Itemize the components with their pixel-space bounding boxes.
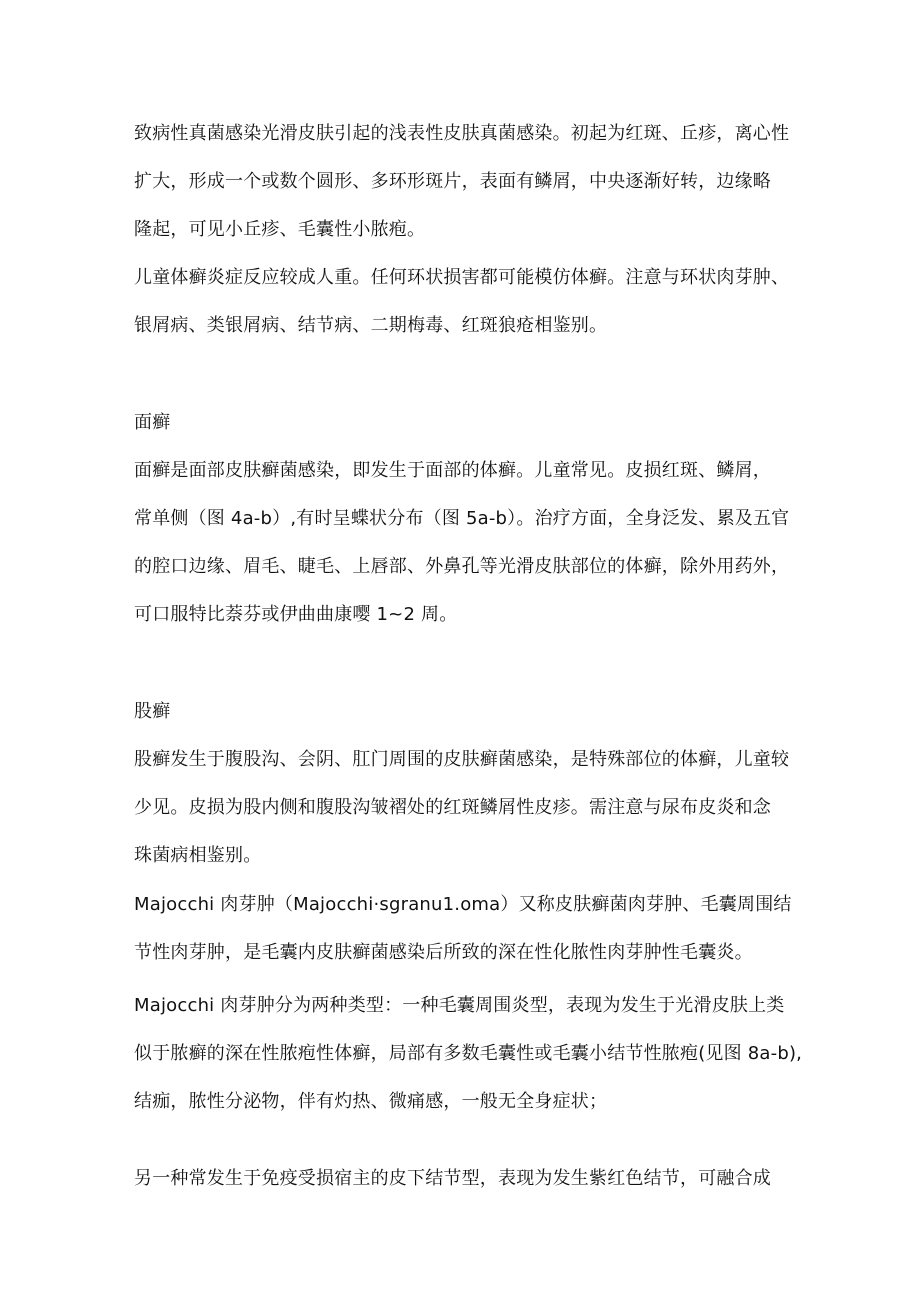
text-line: 另一种常发生于免疫受损宿主的皮下结节型，表现为发生紫红色结节，可融合成 (134, 1168, 771, 1189)
text-line: 隆起，可见小丘疹、毛囊性小脓疱。 (134, 219, 426, 240)
section-heading: 面癣 (134, 412, 171, 433)
text-line: Majocchi 肉芽肿（Majocchi·sgranu1.oma）又称皮肤癣菌肉芽肿、毛囊周围结 (134, 894, 792, 915)
text-line: Majocchi 肉芽肿分为两种类型：一种毛囊周围炎型，表现为发生于光滑皮肤上类 (134, 995, 785, 1016)
text-line: 似于脓癣的深在性脓疱性体癣，局部有多数毛囊性或毛囊小结节性脓疱(见图 8a-b), (134, 1043, 803, 1064)
text-line: 结痂，脓性分泌物，伴有灼热、微痛感，一般无全身症状； (134, 1091, 608, 1112)
text-line: 面癣是面部皮肤癣菌感染，即发生于面部的体癣。儿童常见。皮损红斑、鳞屑， (134, 460, 771, 481)
text-line: 儿童体癣炎症反应较成人重。任何环状损害都可能模仿体癣。注意与环状肉芽肿、 (134, 267, 790, 288)
section-heading: 股癣 (134, 701, 171, 722)
text-line: 致病性真菌感染光滑皮肤引起的浅表性皮肤真菌感染。初起为红斑、丘疹，离心性 (134, 123, 790, 144)
text-line: 珠菌病相鉴别。 (134, 845, 262, 866)
text-line: 可口服特比萘芬或伊曲曲康嘤 1~2 周。 (134, 604, 458, 625)
text-line: 扩大，形成一个或数个圆形、多环形斑片，表面有鳞屑，中央逐渐好转，边缘略 (134, 171, 771, 192)
text-line: 股癣发生于腹股沟、会阴、肛门周围的皮肤癣菌感染，是特殊部位的体癣，儿童较 (134, 749, 790, 770)
text-line: 常单侧（图 4a-b）,有时呈蝶状分布（图 5a-b）。治疗方面，全身泛发、累及五官 (134, 508, 790, 529)
text-line: 银屑病、类银屑病、结节病、二期梅毒、红斑狼疮相鉴别。 (134, 315, 608, 336)
text-line: 的腔口边缘、眉毛、睫毛、上唇部、外鼻孔等光滑皮肤部位的体癣，除外用药外， (134, 556, 790, 577)
text-line: 节性肉芽肿，是毛囊内皮肤癣菌感染后所致的深在性化脓性肉芽肿性毛囊炎。 (134, 942, 753, 963)
text-line: 少见。皮损为股内侧和腹股沟皱褶处的红斑鳞屑性皮疹。需注意与尿布皮炎和念 (134, 797, 771, 818)
